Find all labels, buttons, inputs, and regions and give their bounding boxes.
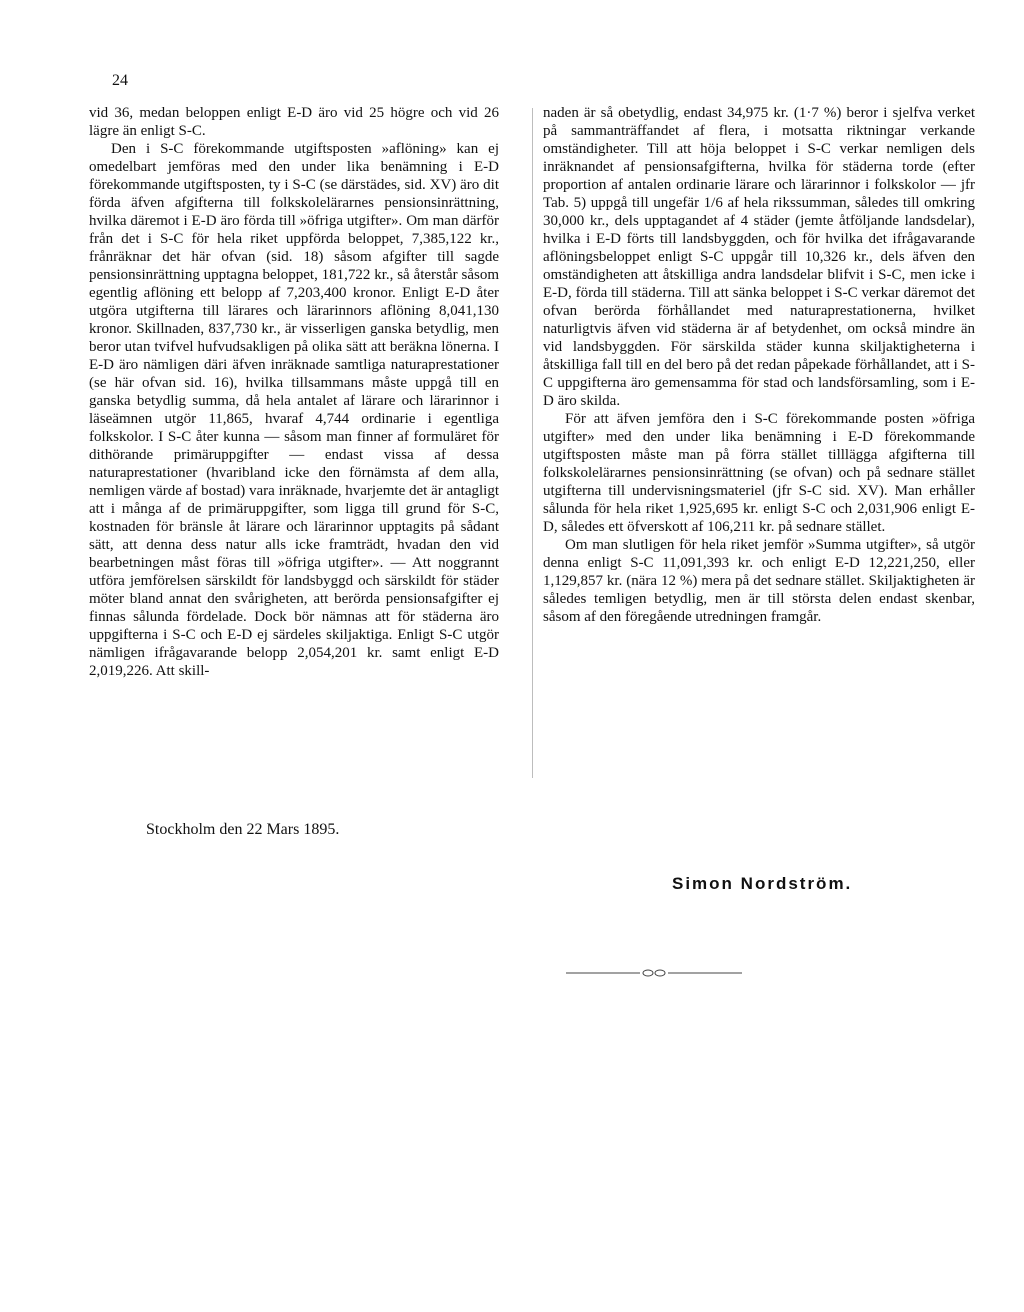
left-column	[89, 104, 499, 680]
paragraph: Om man slutligen för hela riket jemför »Summa utgifter», så utgör denna enligt S-C 11,091,393 kr. och enligt E-D 12,221,250, eller 1,129,857 kr. (nära 12 %) mera på det sednare stället. Skiljaktigheten är således temligen betydlig, men är till största delen endast skenbar, såsom af den föregående utredningen framgår.	[543, 537, 975, 625]
paragraph: För att äfven jemföra den i S-C förekommande posten »öfriga utgifter» med den under lika benämning i E-D förekommande utgiftsposten måste man på förra stället tilllägga afgifterna till folkskolelärarnes pensionsinrättning (se ofvan) och på sednare stället utgifterna till undervisningsmateriel (jfr S-C sid. XV). Man erhåller sålunda för hela riket 1,925,695 kr. enligt S-C och 2,031,906 enligt E-D, således ett öfverskott af 106,211 kr. på sednare stället.	[543, 411, 975, 535]
paragraph: vid 36, medan beloppen enligt E-D äro vid 25 högre och vid 26 lägre än enligt S-C.	[89, 105, 499, 139]
right-column	[543, 104, 975, 626]
page-number: 24	[112, 72, 128, 89]
end-ornament	[566, 967, 742, 979]
paragraph: Den i S-C förekommande utgiftsposten »aflöning» kan ej omedelbart jemföras med den under lika benämning i E-D förekommande utgiftsposten, ty i S-C (se därstädes, sid. XV) äro dit förda äfven afgifterna till folkskolelärarnes pensionsinrättning, hvilka däremot i E-D äro förda till »öfriga utgifter». Om man därför från det i S-C för hela riket uppförda beloppet, 7,385,122 kr., frånräknar det här ofvan (sid. 18) såsom afgifter till sagde pensionsinrättning upptagna beloppet, 181,722 kr., så återstår såsom egentlig aflöning ett belopp af 7,203,400 kronor. Enligt E-D åter utgöra utgifterna till lärares och lärarinnors aflöning 8,041,130 kronor. Skillnaden, 837,730 kr., är visserligen ganska betydlig, men beror utan tvifvel hufvudsakligen på olika sätt att beräkna lönerna. I E-D äro nämligen däri äfven inräknade samtliga naturaprestationer (se här ofvan sid. 16), hvilka tillsammans måste uppgå till en ganska betydlig summa, då hela antalet af lärare och lärarinnor i läseämnen utgör 11,865, hvaraf 4,744 ordinarie i egentliga folkskolor. I S-C åter kunna — såsom man finner af formuläret för dithörande primäruppgifter — endast vissa af dessa naturaprestationer (hvaribland icke den förnämsta af dem alla, nemligen värde af bostad) vara inräknade, hvarjemte det är antagligt att i många af de primäruppgifter, som ligga till grund för S-C, kostnaden för bränsle åt lärare och lärarinnor upptagits på sådant sätt, att denna dess natur alls icke framträdt, hvadan den vid bearbetningen måst föras till »öfriga utgifter». — Att noggrannt utföra jemförelsen särskildt för landsbyggd och särskildt för städer möter bland annat den svårigheten, att berörda pensionsafgifter ej finnas sålunda fördelade. Dock bör nämnas att för städerna äro uppgifterna i S-C och E-D ej särdeles skiljaktiga. Enligt S-C utgör nämligen ifrågavarande belopp 2,054,201 kr. samt enligt E-D 2,019,226. Att skill-	[89, 141, 499, 679]
place-date: Stockholm den 22 Mars 1895.	[146, 821, 340, 838]
signature: Simon Nordström.	[672, 874, 853, 893]
column-divider	[532, 108, 533, 778]
paragraph: naden är så obetydlig, endast 34,975 kr. (1·7 %) beror i sjelfva verket på sammanträffandet af flera, i motsatta riktningar verkande omständigheter. Till att höja beloppet i S-C verkar nemligen dels inräknandet af pensionsafgifterna, hvilka för städerna torde (efter proportion af antalen ordinarie lärare och lärarinnor i folkskolor — jfr Tab. 5) uppgå till ungefär 1/6 af hela rikssumman, således till omkring 30,000 kr., dels upptagandet af 4 städer (jemte åtföljande landsdelar), hvilka i E-D förts till landsbyggden, och för hvilka det ifrågavarande aflöningsbeloppet enligt S-C uppgår till 10,326 kr., dels äfven den omständigheten att åtskilliga andra landsdelar blifvit i S-C, men icke i E-D, förda till städerna. Till att sänka beloppet i S-C verkar däremot det ofvan berörda förhållandet med naturaprestationerna, hvilket naturligtvis äfven vid städerna är af betydenhet, om också mindre än vid landsbyggden. För särskilda städer kunna skiljaktigheterna i åtskilliga fall till en del bero på det redan påpekade förhållandet, att i S-C uppgifterna äro gemensamma för stad och landsförsamling, som i E-D äro skilda.	[543, 105, 975, 409]
